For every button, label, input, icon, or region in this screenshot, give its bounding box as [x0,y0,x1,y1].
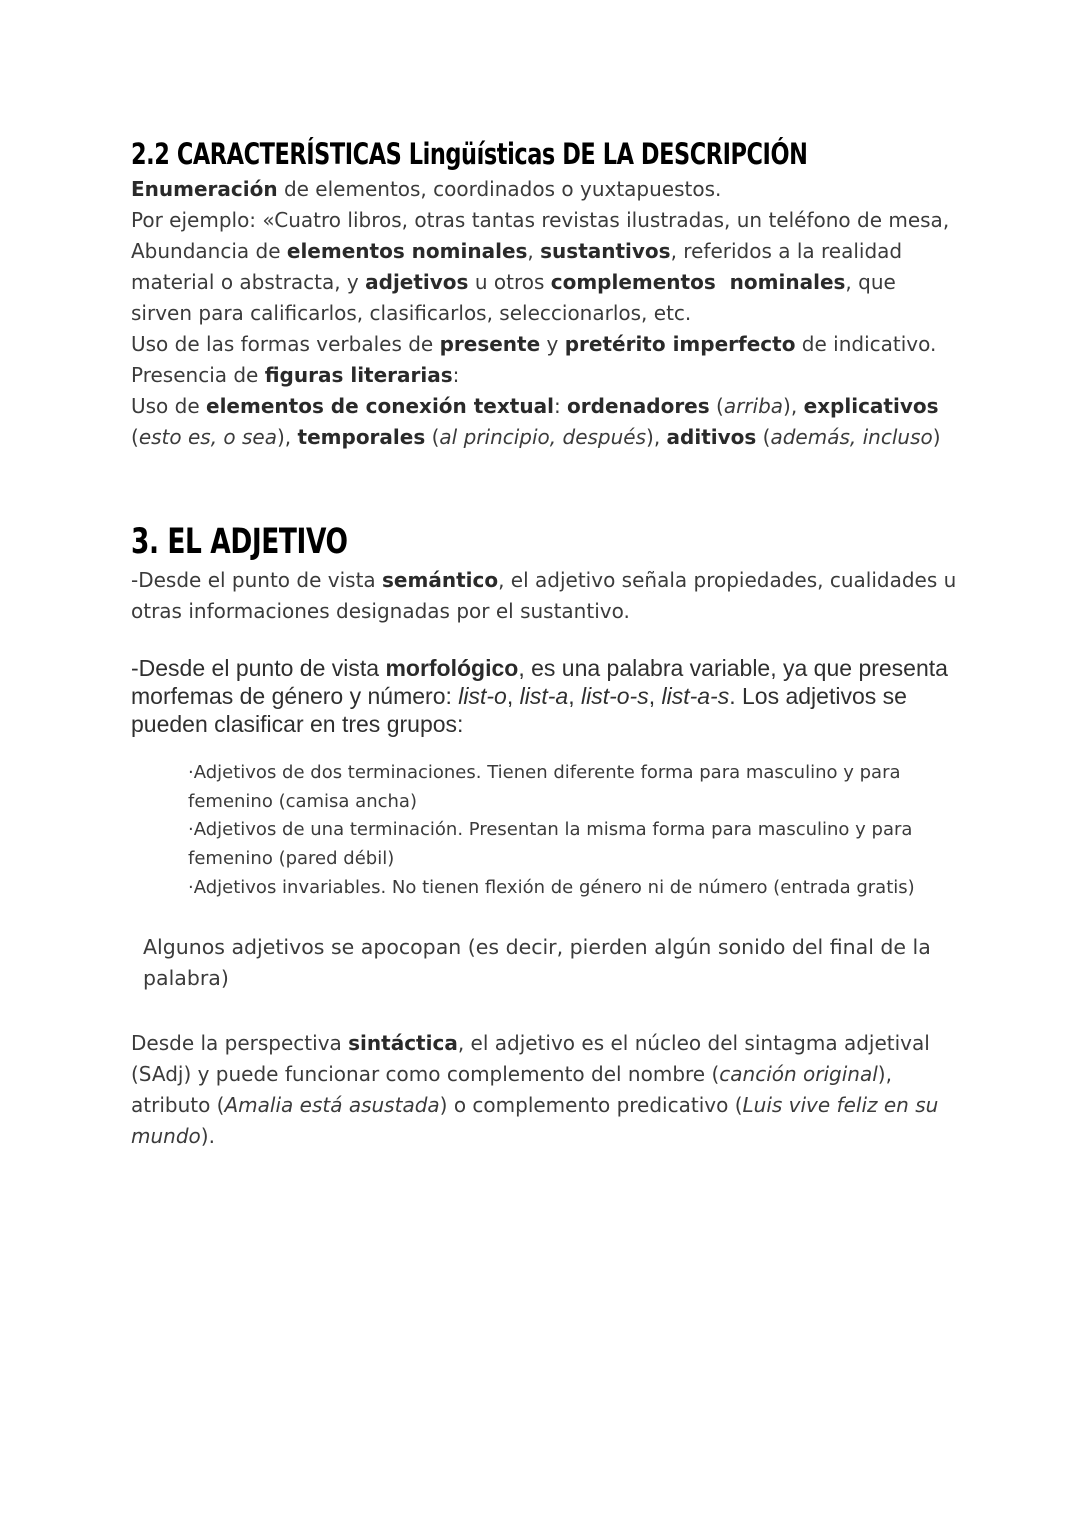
paragraph-morfologico: -Desde el punto de vista morfológico, es una palabra variable, ya que presenta morfemas de género y número: list-o, list-a, list-o-s, list-a-s. Los adjetivos se pueden clasificar en tres grupos: [131,655,948,737]
paragraph-ejemplo: Por ejemplo: «Cuatro libros, otras tantas revistas ilustradas, un teléfono de mesa, [131,208,950,232]
list-item: ·Adjetivos de una terminación. Presentan la misma forma para masculino y para femenino (pared débil) [188,819,913,870]
paragraph-formas-verbales: Uso de las formas verbales de presente y pretérito imperfecto de indicativo. [131,332,937,356]
paragraph-enumeracion: Enumeración de elementos, coordinados o yuxtapuestos. [131,177,722,201]
paragraph-sintactico: Desde la perspectiva sintáctica, el adjetivo es el núcleo del sintagma adjetival (SAdj) y puede funcionar como complemento del nombre (canción original), atributo (Amalia está asustada) o complemento predicativo (Luis vive feliz en su mundo). [131,1031,939,1148]
heading-caracteristicas: 2.2 CARACTERÍSTICAS Lingüísticas DE LA DESCRIPCIÓN [131,137,808,171]
caracteristicas-body [131,174,961,453]
heading-adjetivo: 3. EL ADJETIVO [131,522,348,562]
list-item: ·Adjetivos invariables. No tienen flexión de género ni de número (entrada gratis) [188,876,915,898]
paragraph-figuras: Presencia de figuras literarias: [131,363,460,387]
list-item: ·Adjetivos de dos terminaciones. Tienen diferente forma para masculino y para femenino (camisa ancha) [188,762,901,812]
paragraph-semantico: -Desde el punto de vista semántico, el adjetivo señala propiedades, cualidades u otras informaciones designadas por el sustantivo. [131,568,957,623]
paragraph-conexion: Uso de elementos de conexión textual: ordenadores (arriba), explicativos (esto es, o sea), temporales (al principio, después), aditivos (además, incluso) [131,394,941,449]
adjective-types-list [188,759,958,903]
paragraph-abundancia: Abundancia de elementos nominales, sustantivos, referidos a la realidad material o abstracta, y adjetivos u otros complementos nominales, que sirven para calificarlos, clasificarlos, seleccionarlos, etc. [131,239,903,325]
paragraph-apocope: Algunos adjetivos se apocopan (es decir, pierden algún sonido del final de la palabra) [143,935,931,990]
